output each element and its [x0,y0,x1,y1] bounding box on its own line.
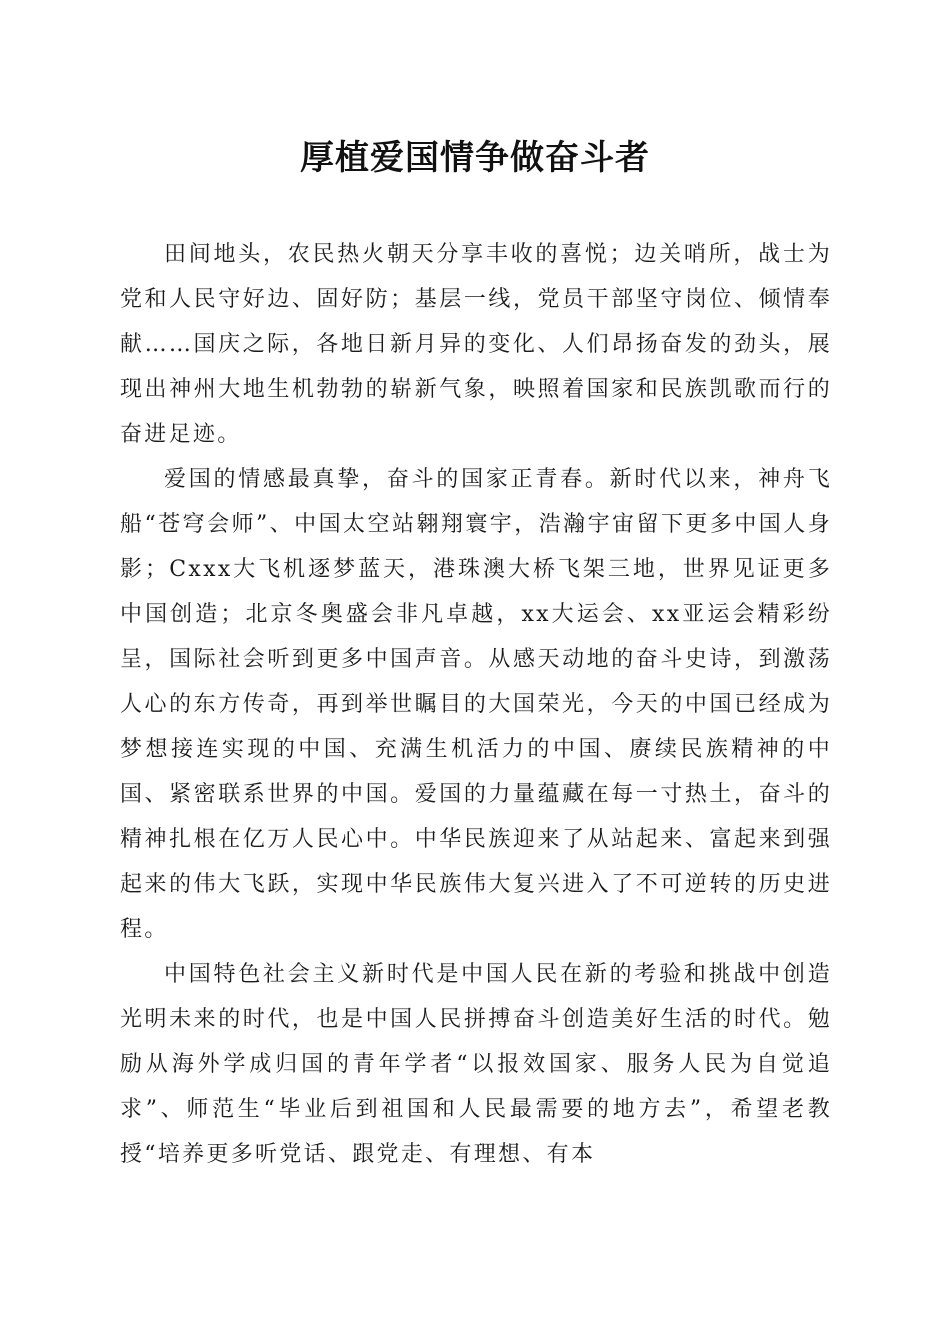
paragraph-3: 中国特色社会主义新时代是中国人民在新的考验和挑战中创造光明未来的时代，也是中国人民拼搏奋斗创造美好生活的时代。勉励从海外学成归国的青年学者“以报效国家、服务人民为自觉追求”、师范生“毕业后到祖国和人民最需要的地方去”，希望老教授“培养更多听党话、跟党走、有理想、有本 [120,962,832,1167]
document-title: 厚植爱国情争做奋斗者 [300,138,650,178]
paragraph-2: 爱国的情感最真挚，奋斗的国家正青春。新时代以来，神舟飞船“苍穹会师”、中国太空站翱翔寰宇，浩瀚宇宙留下更多中国人身影；Cxxx大飞机逐梦蓝天，港珠澳大桥飞架三地，世界见证更多中国创造；北京冬奥盛会非凡卓越，xx大运会、xx亚运会精彩纷呈，国际社会听到更多中国声音。从感天动地的奋斗史诗，到激荡人心的东方传奇，再到举世瞩目的大国荣光，今天的中国已经成为梦想接连实现的中国、充满生机活力的中国、赓续民族精神的中国、紧密联系世界的中国。爱国的力量蕴藏在每一寸热土，奋斗的精神扎根在亿万人民心中。中华民族迎来了从站起来、富起来到强起来的伟大飞跃，实现中华民族伟大复兴进入了不可逆转的历史进程。 [120,467,832,942]
paragraph-1: 田间地头，农民热火朝天分享丰收的喜悦；边关哨所，战士为党和人民守好边、固好防；基层一线，党员干部坚守岗位、倾情奉献……国庆之际，各地日新月异的变化、人们昂扬奋发的劲头，展现出神州大地生机勃勃的崭新气象，映照着国家和民族凯歌而行的奋进足迹。 [120,242,832,447]
document-body [120,232,832,1177]
